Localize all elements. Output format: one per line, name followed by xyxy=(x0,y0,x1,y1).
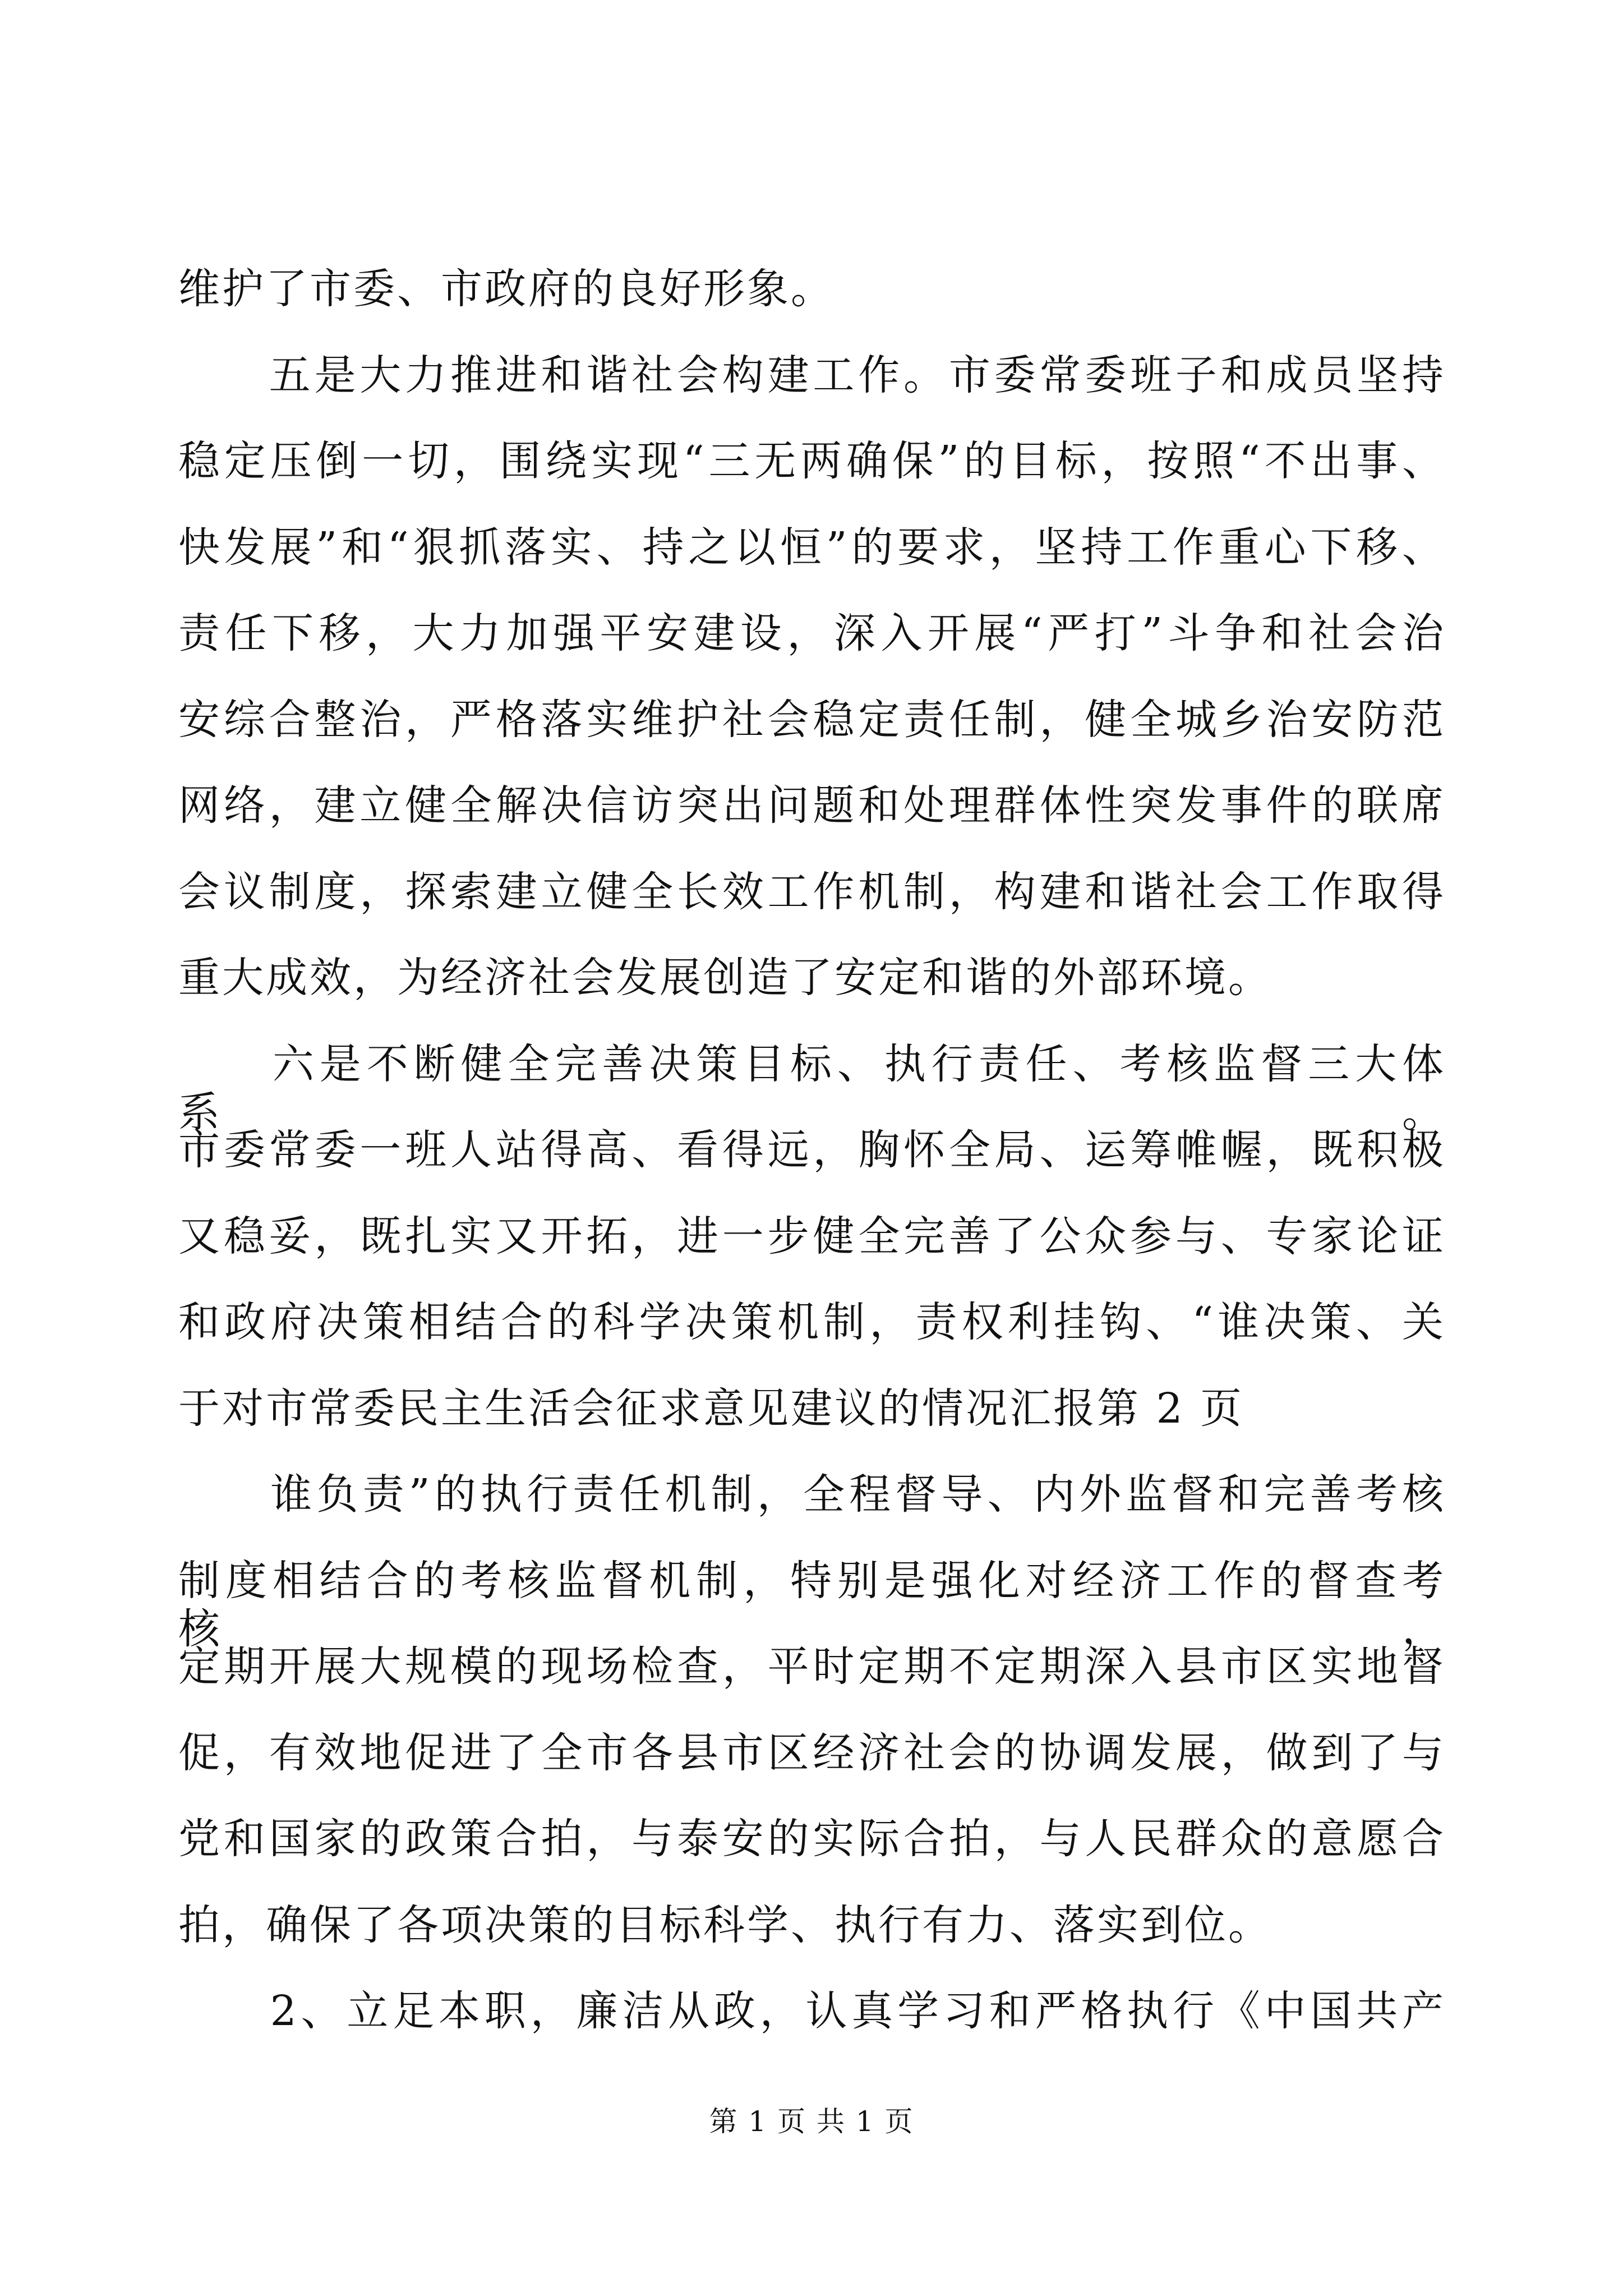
page-footer: 第 1 页 共 1 页 xyxy=(709,2105,914,2138)
text-line: 五是大力推进和谐社会构建工作。市委常委班子和成员坚持 xyxy=(178,351,1446,399)
text-line: 快发展”和“狠抓落实、持之以恒”的要求，坚持工作重心下移、 xyxy=(178,523,1446,572)
text-line: 稳定压倒一切，围绕实现“三无两确保”的目标，按照“不出事、 xyxy=(178,437,1446,485)
text-line: 党和国家的政策合拍，与泰安的实际合拍，与人民群众的意愿合 xyxy=(178,1815,1446,1863)
text-line: 又稳妥，既扎实又开拓，进一步健全完善了公众参与、专家论证 xyxy=(178,1212,1446,1260)
text-line: 安综合整治，严格落实维护社会稳定责任制，健全城乡治安防范 xyxy=(178,695,1446,744)
text-line: 市委常委一班人站得高、看得远，胸怀全局、运筹帷幄，既积极 xyxy=(178,1126,1446,1174)
text-line: 重大成效，为经济社会发展创造了安定和谐的外部环境。 xyxy=(178,954,1272,1002)
text-line: 制度相结合的考核监督机制，特别是强化对经济工作的督查考核， xyxy=(178,1556,1446,1653)
text-line: 谁负责”的执行责任机制，全程督导、内外监督和完善考核 xyxy=(178,1470,1446,1519)
text-line: 和政府决策相结合的科学决策机制，责权利挂钩、“谁决策、关 xyxy=(178,1298,1446,1346)
text-line: 会议制度，探索建立健全长效工作机制，构建和谐社会工作取得 xyxy=(178,867,1446,916)
text-line: 促，有效地促进了全市各县市区经济社会的协调发展，做到了与 xyxy=(178,1728,1446,1777)
text-line: 网络，建立健全解决信访突出问题和处理群体性突发事件的联席 xyxy=(178,781,1446,830)
text-line: 六是不断健全完善决策目标、执行责任、考核监督三大体系。 xyxy=(178,1039,1446,1137)
text-line: 维护了市委、市政府的良好形象。 xyxy=(178,265,834,313)
text-line: 拍，确保了各项决策的目标科学、执行有力、落实到位。 xyxy=(178,1901,1272,1949)
text-line: 责任下移，大力加强平安建设，深入开展“严打”斗争和社会治 xyxy=(178,609,1446,657)
text-line: 定期开展大规模的现场检查，平时定期不定期深入县市区实地督 xyxy=(178,1642,1446,1691)
text-line: 2、立足本职，廉洁从政，认真学习和严格执行《中国共产 xyxy=(178,1987,1446,2035)
document-body xyxy=(178,265,1446,2073)
text-line: 于对市常委民主生活会征求意见建议的情况汇报第 2 页 xyxy=(178,1384,1244,1433)
